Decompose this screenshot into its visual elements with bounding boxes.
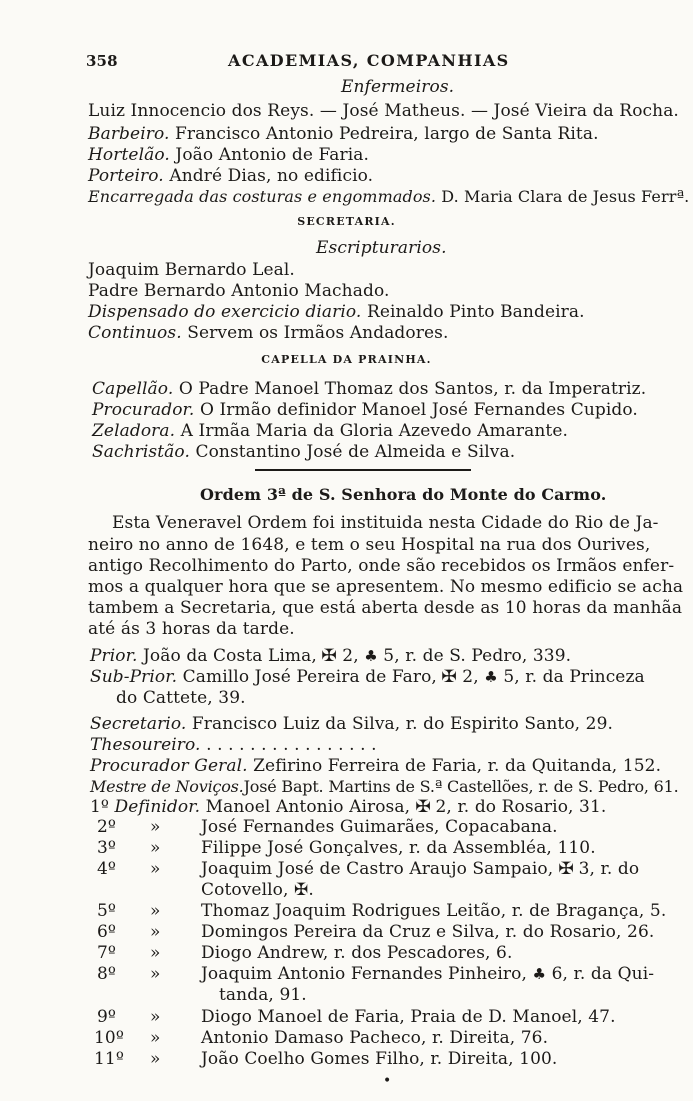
ordem-paragraph-3: antigo Recolhimento do Parto, onde são recebidos os Irmãos enfer- (88, 556, 675, 576)
subprior-cross-count: 2, (462, 667, 479, 687)
definidor-cross-count: 3, (578, 859, 596, 879)
cross-icon: ✠ (414, 797, 431, 817)
ordem-paragraph-6: até ás 3 horas da tarde. (88, 619, 295, 639)
hortelao-line (88, 145, 369, 165)
definidor-medal-count: 6, (551, 964, 569, 984)
prior-line (90, 646, 571, 666)
prior-name: João da Costa Lima, (143, 646, 317, 666)
section-divider (255, 469, 471, 471)
cross-icon: ✠ (321, 646, 338, 666)
zeladora-label: Zeladora. (92, 421, 176, 441)
ditto-mark: » (150, 859, 161, 879)
definidor-text: Cotovello, ✠. (201, 880, 314, 900)
definidor-ordinal: 9º (97, 1007, 117, 1027)
secretario-line (90, 714, 613, 734)
footer-ornament: • (383, 1073, 392, 1089)
medal-icon: ♣ (364, 647, 378, 665)
ditto-mark: » (150, 964, 161, 984)
definidor-ordinal: 2º (97, 817, 117, 837)
sachristao-value: Constantino José de Almeida e Silva. (195, 442, 516, 462)
procurador-geral-line (90, 756, 661, 776)
definidor-text (201, 859, 639, 879)
hortelao-label: Hortelão. (88, 145, 170, 165)
ditto-mark: » (150, 1007, 161, 1027)
enfermeiros-heading: Enfermeiros. (341, 77, 455, 97)
ordem-title: Ordem 3ª de S. Senhora do Monte do Carmo. (200, 485, 607, 504)
definidor-first-cross-count: 2, (435, 797, 452, 817)
subprior-label: Sub-Prior. (90, 667, 178, 687)
definidor-address: r. do (600, 859, 640, 879)
secretario-value: Francisco Luiz da Silva, r. do Espirito Santo, 29. (191, 714, 613, 734)
continuos-label: Continuos. (88, 323, 182, 343)
porteiro-label: Porteiro. (88, 166, 164, 186)
procurador-geral-value: Zefirino Ferreira de Faria, r. da Quitanda, 152. (253, 756, 662, 776)
barbeiro-label: Barbeiro. (88, 124, 170, 144)
subprior-continuation: do Cattete, 39. (116, 688, 246, 708)
definidor-text: Diogo Manoel de Faria, Praia de D. Manoel, 47. (201, 1007, 616, 1027)
hortelao-value: João Antonio de Faria. (175, 145, 369, 165)
ditto-mark: » (150, 943, 161, 963)
dispensado-label: Dispensado do exercicio diario. (88, 302, 362, 322)
page-number: 358 (86, 52, 118, 70)
prior-cross-count: 2, (342, 646, 359, 666)
ditto-mark: » (150, 922, 161, 942)
definidor-text: Diogo Andrew, r. dos Pescadores, 6. (201, 943, 513, 963)
thesoureiro-dots: . . . . . . . . . . . . . . . . (206, 735, 377, 755)
barbeiro-value: Francisco Antonio Pedreira, largo de Santa Rita. (175, 124, 599, 144)
definidor-first-line (90, 797, 606, 817)
prior-label: Prior. (90, 646, 138, 666)
medal-icon: ♣ (484, 668, 498, 686)
zeladora-line (92, 421, 568, 441)
running-title: ACADEMIAS, COMPANHIAS (228, 51, 510, 70)
definidor-ordinal: 11º (94, 1049, 124, 1069)
zeladora-value: A Irmãa Maria da Gloria Azevedo Amarante. (180, 421, 569, 441)
definidor-first-name: Manoel Antonio Airosa, (205, 797, 411, 817)
definidor-name: Joaquim José de Castro Araujo Sampaio, (201, 859, 554, 879)
ordem-paragraph-2: neiro no anno de 1648, e tem o seu Hospital na rua dos Ourives, (88, 535, 651, 555)
dispensado-line (88, 302, 585, 322)
sachristao-line (92, 442, 515, 462)
cross-icon: ✠ (558, 859, 574, 879)
definidor-text: José Fernandes Guimarães, Copacabana. (201, 817, 558, 837)
thesoureiro-line (90, 735, 377, 755)
definidor-text: João Coelho Gomes Filho, r. Direita, 100. (201, 1049, 558, 1069)
thesoureiro-label: Thesoureiro. (90, 735, 201, 755)
ordem-paragraph-1: Esta Veneravel Ordem foi instituida nesta Cidade do Rio de Ja- (112, 513, 659, 533)
capellao-value: O Padre Manoel Thomaz dos Santos, r. da Imperatriz. (178, 379, 647, 399)
definidor-ordinal: 5º (97, 901, 117, 921)
definidor-text: Thomaz Joaquim Rodrigues Leitão, r. de Bragança, 5. (201, 901, 667, 921)
ordem-paragraph-4: mos a qualquer hora que se apresentem. No mesmo edificio se acha (88, 577, 684, 597)
encarregada-label: Encarregada das costuras e engommados. (88, 187, 437, 206)
definidor-first-address: r. do Rosario, 31. (457, 797, 607, 817)
ditto-mark: » (150, 901, 161, 921)
mestre-line (90, 777, 679, 797)
secretaria-heading: SECRETARIA. (297, 215, 396, 228)
subprior-name: Camillo José Pereira de Faro, (182, 667, 437, 687)
definidor-ordinal: 6º (97, 922, 117, 942)
prior-medal-count: 5, (383, 646, 400, 666)
definidor-text: Domingos Pereira da Cruz e Silva, r. do Rosario, 26. (201, 922, 655, 942)
encarregada-value: D. Maria Clara de Jesus Ferrª. (441, 187, 690, 206)
cross-icon: ✠ (441, 667, 458, 687)
sachristao-label: Sachristão. (92, 442, 190, 462)
capellao-label: Capellão. (92, 379, 174, 399)
definidor-text (201, 964, 654, 984)
subprior-line (90, 667, 645, 687)
procurador-capella-value: O Irmão definidor Manoel José Fernandes Cupido. (199, 400, 638, 420)
definidor-label: Definidor. (114, 797, 201, 817)
definidor-address: r. da Qui- (573, 964, 655, 984)
subprior-medal-count: 5, (503, 667, 520, 687)
definidor-first-ordinal: 1º (90, 797, 110, 817)
mestre-label: Mestre de Noviços. (90, 777, 244, 796)
definidor-text: Filippe José Gonçalves, r. da Assembléa, 110. (201, 838, 596, 858)
definidor-ordinal: 7º (97, 943, 117, 963)
capella-heading: CAPELLA DA PRAINHA. (261, 353, 432, 366)
definidor-name: Joaquim Antonio Fernandes Pinheiro, (201, 964, 527, 984)
continuos-line (88, 323, 448, 343)
definidor-text: tanda, 91. (219, 985, 307, 1005)
subprior-address: r. da Princeza (525, 667, 645, 687)
continuos-value: Servem os Irmãos Andadores. (187, 323, 449, 343)
porteiro-value: André Dias, no edificio. (169, 166, 374, 186)
enfermeiros-line: Luiz Innocencio dos Reys. — José Matheus. — José Vieira da Rocha. (88, 101, 679, 121)
escripturarios-heading: Escripturarios. (316, 238, 447, 258)
definidor-ordinal: 10º (94, 1028, 124, 1048)
porteiro-line (88, 166, 373, 186)
definidor-ordinal: 4º (97, 859, 117, 879)
escripturario-2: Padre Bernardo Antonio Machado. (88, 281, 390, 301)
prior-address: r. de S. Pedro, 339. (405, 646, 572, 666)
procurador-capella-line (92, 400, 638, 420)
definidor-text: Antonio Damaso Pacheco, r. Direita, 76. (201, 1028, 549, 1048)
dispensado-value: Reinaldo Pinto Bandeira. (366, 302, 585, 322)
procurador-geral-label: Procurador Geral. (90, 756, 248, 776)
ditto-mark: » (150, 817, 161, 837)
escripturario-1: Joaquim Bernardo Leal. (88, 260, 295, 280)
mestre-value: José Bapt. Martins de S.ª Castellões, r. de S. Pedro, 61. (243, 777, 679, 796)
ordem-paragraph-5: tambem a Secretaria, que está aberta desde as 10 horas da manhãa (88, 598, 683, 618)
procurador-capella-label: Procurador. (92, 400, 195, 420)
secretario-label: Secretario. (90, 714, 187, 734)
capellao-line (92, 379, 646, 399)
encarregada-line (88, 187, 689, 207)
barbeiro-line (88, 124, 599, 144)
ditto-mark: » (150, 1049, 161, 1069)
ditto-mark: » (150, 1028, 161, 1048)
definidor-ordinal: 8º (97, 964, 117, 984)
ditto-mark: » (150, 838, 161, 858)
definidor-ordinal: 3º (97, 838, 117, 858)
medal-icon: ♣ (532, 965, 547, 983)
